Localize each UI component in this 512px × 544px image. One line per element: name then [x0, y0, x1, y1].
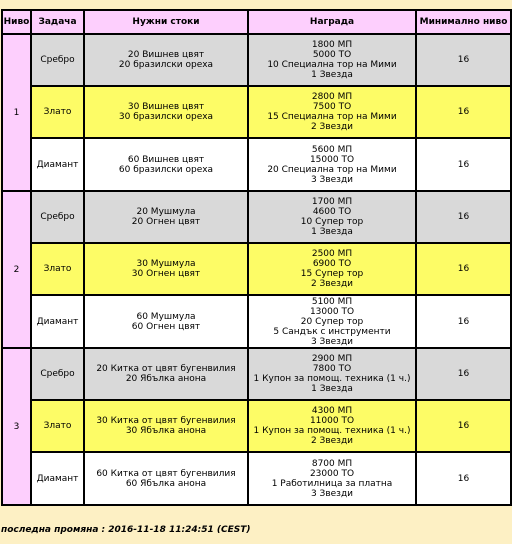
reward-line: 2 Звезди [310, 122, 354, 132]
header-reward: Награда [248, 10, 416, 34]
reward-line: 5000 ТО [312, 50, 352, 60]
level-cell: 2 [2, 191, 31, 348]
needed-goods-line: 30 Китка от цвят бугенвилия [96, 416, 236, 426]
needed-goods-line: 60 Китка от цвят бугенвилия [96, 468, 236, 479]
last-modified-footer: последна промяна : 2016-11-18 11:24:51 (CEST) [1, 525, 251, 535]
reward-line: 1800 МП [311, 40, 353, 50]
reward-cell [248, 452, 416, 505]
reward-cell [248, 348, 416, 400]
needed-goods-line: 20 бразилски ореха [118, 60, 214, 70]
reward-line: 1 Купон за помощ. техника (1 ч.) [253, 426, 411, 436]
min-level-cell: 16 [416, 34, 511, 86]
needed-goods-line: 30 бразилски ореха [118, 112, 214, 122]
needed-goods-cell [84, 86, 248, 138]
header-row [2, 10, 511, 34]
min-level-cell: 16 [416, 295, 511, 348]
table-row [2, 243, 511, 295]
needed-goods-line: 30 Мушмула [136, 259, 196, 269]
needed-goods-line: 30 Ябълка анона [125, 426, 207, 436]
header-min-level: Минимално ниво [416, 10, 511, 34]
reward-line: 4300 МП [311, 406, 353, 416]
reward-line: 23000 ТО [309, 468, 355, 479]
header-level: Ниво [2, 10, 31, 34]
reward-line: 2 Звезди [310, 436, 354, 446]
header-task: Задача [31, 10, 84, 34]
table-row [2, 295, 511, 348]
needed-goods-cell [84, 295, 248, 348]
needed-goods-cell [84, 191, 248, 243]
reward-line: 10 Специална тор на Мими [267, 60, 397, 70]
reward-line: 1 Звезда [311, 70, 353, 80]
needed-goods-line: 60 Мушмула [136, 311, 196, 322]
min-level-cell: 16 [416, 191, 511, 243]
needed-goods-line: 60 Вишнев цвят [127, 154, 205, 165]
task-cell: Злато [31, 243, 84, 295]
table-row [2, 452, 511, 505]
table-row [2, 86, 511, 138]
needed-goods-line: 30 Вишнев цвят [127, 102, 205, 112]
reward-line: 1 Купон за помощ. техника (1 ч.) [253, 374, 411, 384]
reward-line: 13000 ТО [309, 306, 355, 317]
task-cell: Сребро [31, 191, 84, 243]
needed-goods-line: 60 бразилски ореха [118, 164, 214, 175]
reward-line: 1 Работилница за платна [271, 478, 393, 489]
min-level-cell: 16 [416, 86, 511, 138]
reward-line: 8700 МП [311, 458, 353, 469]
reward-line: 3 Звезди [310, 174, 354, 185]
needed-goods-line: 60 Огнен цвят [131, 321, 201, 332]
reward-line: 15000 ТО [309, 154, 355, 165]
needed-goods-cell [84, 400, 248, 452]
needed-goods-cell [84, 452, 248, 505]
needed-goods-line: 20 Огнен цвят [131, 217, 201, 227]
reward-cell [248, 191, 416, 243]
table-body [2, 34, 511, 505]
reward-line: 7800 ТО [312, 364, 352, 374]
quest-table [1, 9, 512, 506]
reward-line: 2500 МП [311, 249, 353, 259]
reward-cell [248, 400, 416, 452]
reward-line: 15 Супер тор [300, 269, 364, 279]
task-cell: Сребро [31, 348, 84, 400]
reward-line: 3 Звезди [310, 336, 354, 347]
reward-cell [248, 86, 416, 138]
needed-goods-line: 20 Китка от цвят бугенвилия [96, 364, 236, 374]
reward-line: 10 Супер тор [300, 217, 364, 227]
level-cell: 3 [2, 348, 31, 505]
reward-line: 2 Звезди [310, 279, 354, 289]
reward-line: 4600 ТО [312, 207, 352, 217]
task-cell: Сребро [31, 34, 84, 86]
min-level-cell: 16 [416, 138, 511, 191]
min-level-cell: 16 [416, 243, 511, 295]
needed-goods-cell [84, 34, 248, 86]
min-level-cell: 16 [416, 452, 511, 505]
reward-cell [248, 138, 416, 191]
min-level-cell: 16 [416, 400, 511, 452]
reward-cell [248, 243, 416, 295]
reward-line: 11000 ТО [309, 416, 355, 426]
task-cell: Диамант [31, 452, 84, 505]
reward-line: 1 Звезда [311, 227, 353, 237]
reward-line: 20 Супер тор [300, 316, 364, 327]
needed-goods-line: 20 Ябълка анона [125, 374, 207, 384]
reward-line: 1 Звезда [311, 384, 353, 394]
needed-goods-line: 20 Вишнев цвят [127, 50, 205, 60]
needed-goods-line: 20 Мушмула [136, 207, 196, 217]
reward-line: 1700 МП [311, 197, 353, 207]
task-cell: Злато [31, 400, 84, 452]
needed-goods-cell [84, 138, 248, 191]
table-row [2, 34, 511, 86]
level-cell: 1 [2, 34, 31, 191]
reward-line: 15 Специална тор на Мими [267, 112, 397, 122]
min-level-cell: 16 [416, 348, 511, 400]
task-cell: Диамант [31, 138, 84, 191]
reward-line: 5 Сандък с инструменти [273, 326, 391, 337]
task-cell: Злато [31, 86, 84, 138]
needed-goods-line: 60 Ябълка анона [125, 478, 207, 489]
table-row [2, 138, 511, 191]
reward-line: 7500 ТО [312, 102, 352, 112]
table-row [2, 400, 511, 452]
table-row [2, 191, 511, 243]
reward-line: 2900 МП [311, 354, 353, 364]
reward-line: 6900 ТО [312, 259, 352, 269]
reward-line: 5600 МП [311, 144, 353, 155]
reward-line: 5100 МП [311, 296, 353, 307]
needed-goods-cell [84, 348, 248, 400]
table-row [2, 348, 511, 400]
needed-goods-cell [84, 243, 248, 295]
header-needed-goods: Нужни стоки [84, 10, 248, 34]
reward-line: 2800 МП [311, 92, 353, 102]
task-cell: Диамант [31, 295, 84, 348]
reward-cell [248, 295, 416, 348]
reward-line: 3 Звезди [310, 488, 354, 499]
reward-line: 20 Специална тор на Мими [267, 164, 397, 175]
needed-goods-line: 30 Огнен цвят [131, 269, 201, 279]
reward-cell [248, 34, 416, 86]
